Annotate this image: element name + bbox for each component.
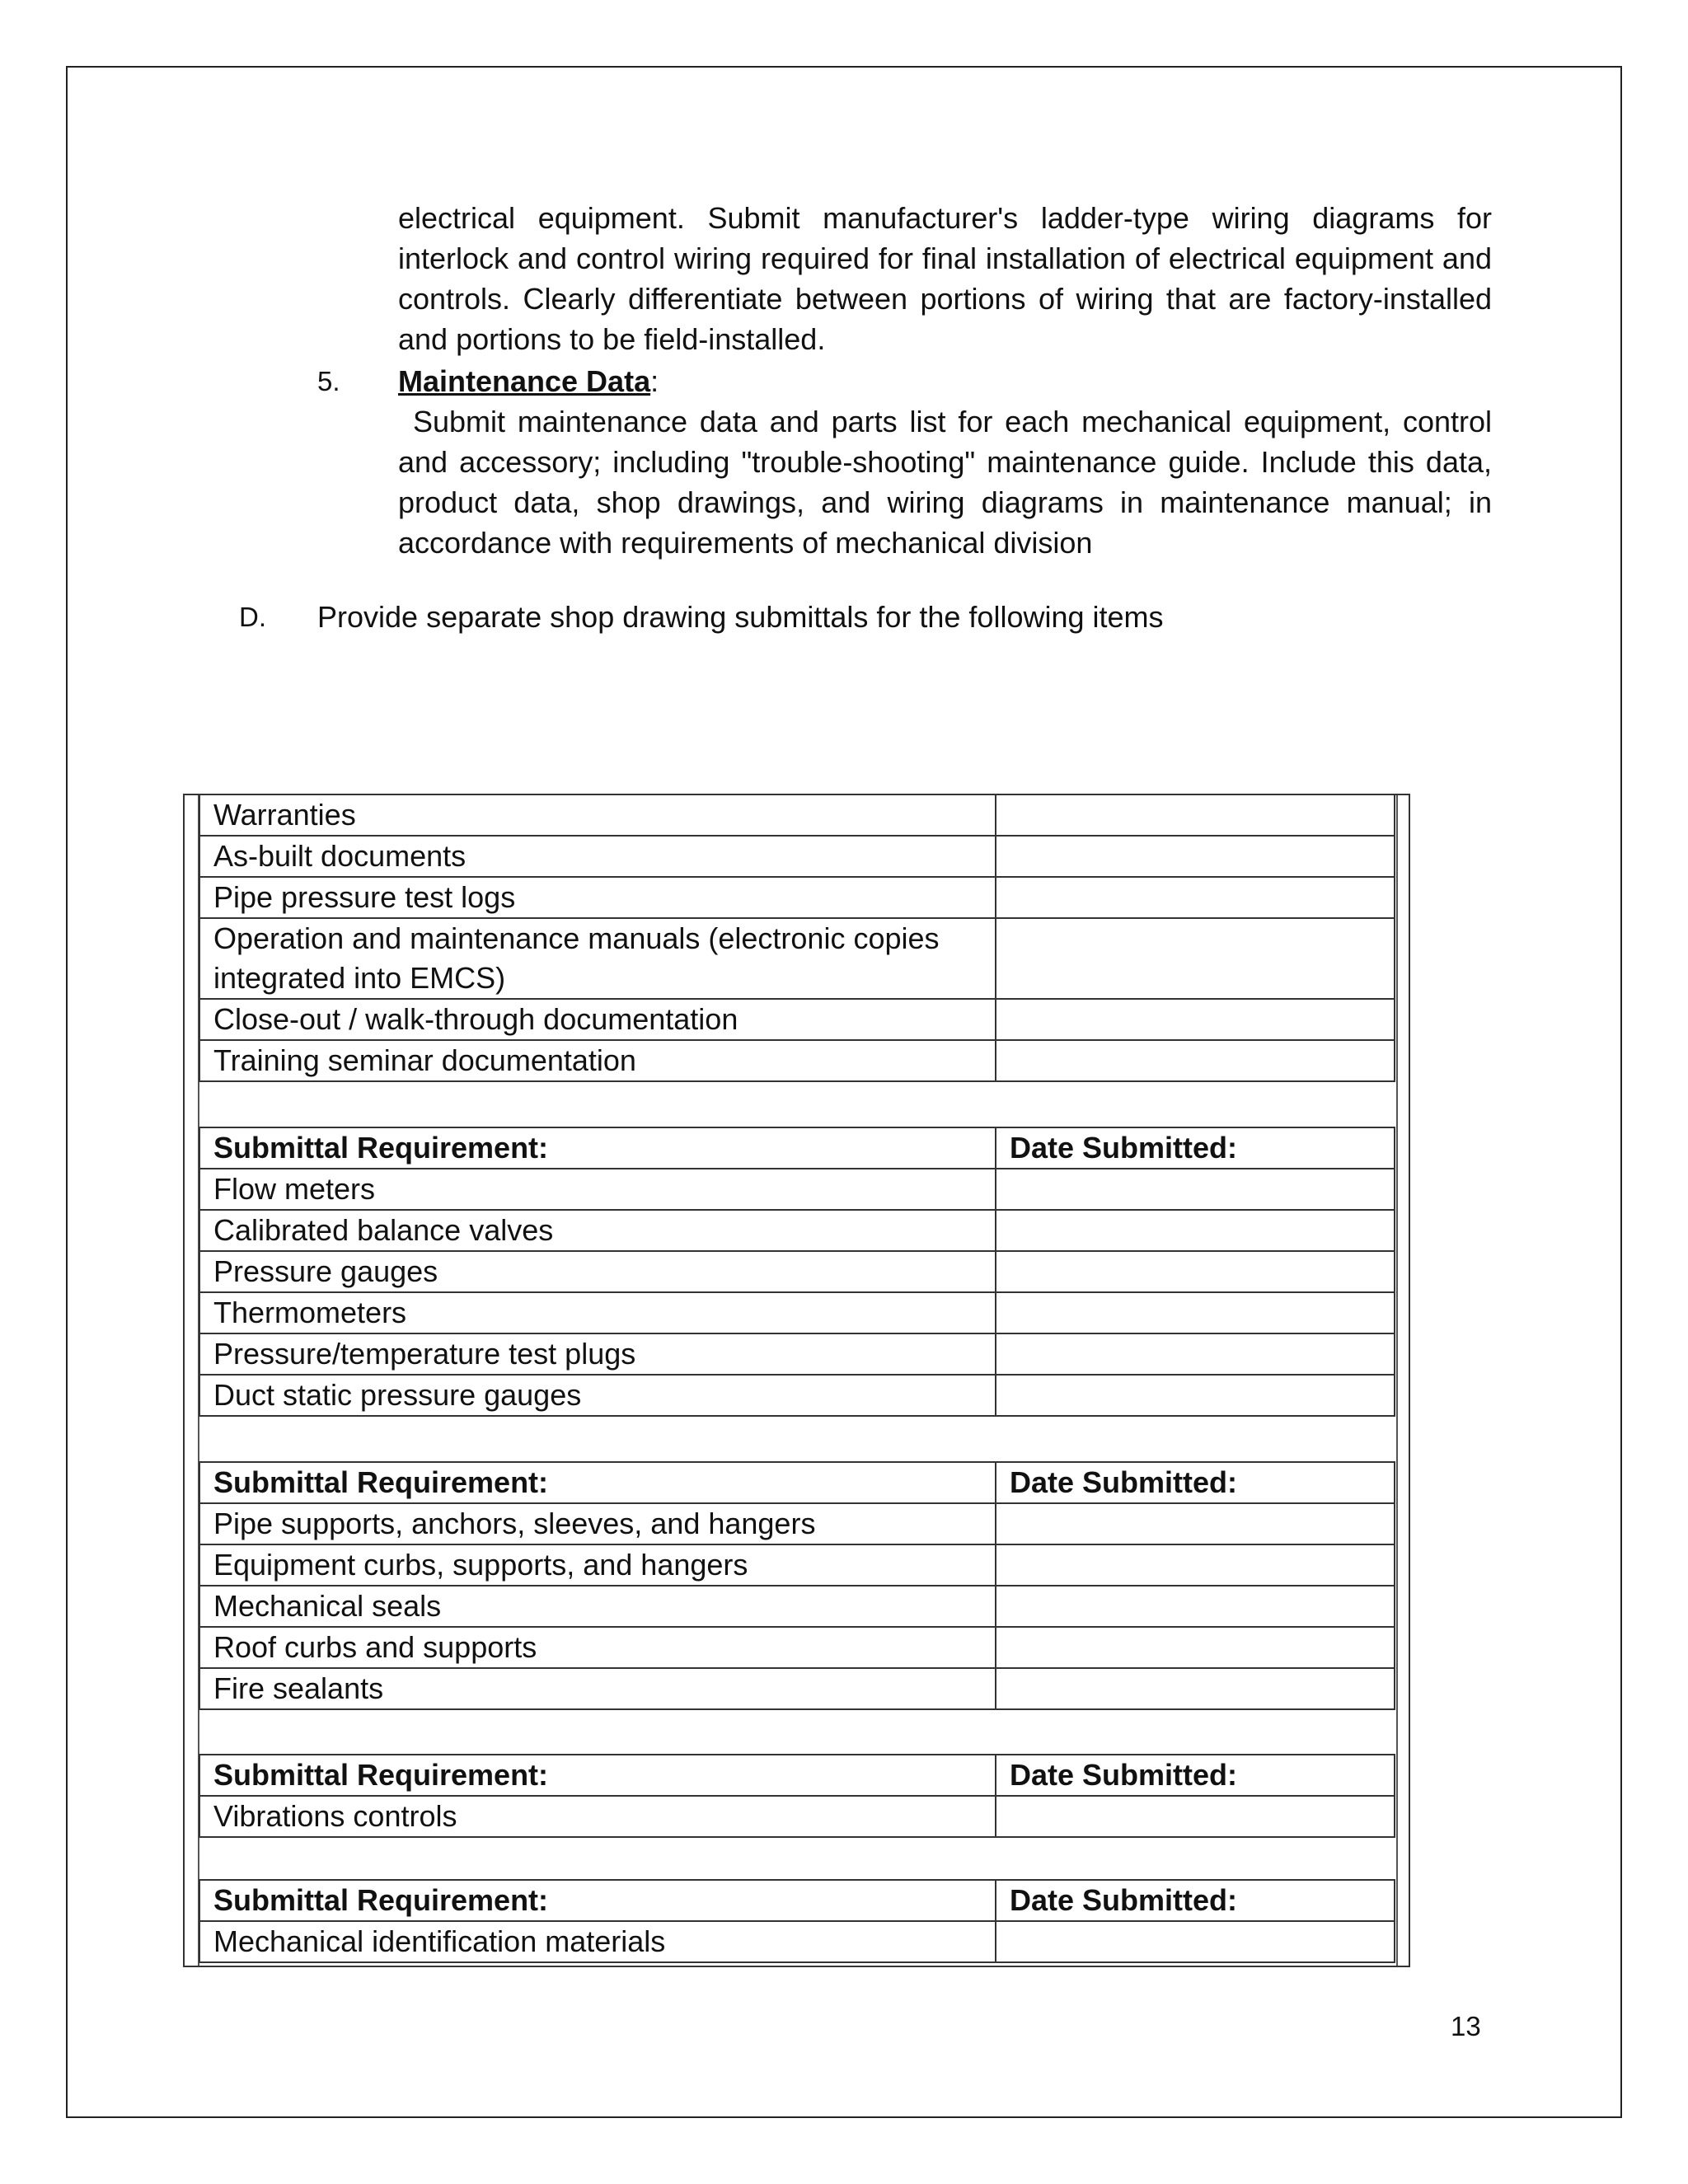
identification-submittals-table	[199, 1879, 1395, 1963]
table-row	[199, 1169, 1395, 1210]
date-cell[interactable]	[996, 1503, 1395, 1544]
item-5-heading	[398, 361, 659, 401]
requirement-cell: Flow meters	[199, 1169, 996, 1210]
requirement-cell: Equipment curbs, supports, and hangers	[199, 1544, 996, 1586]
date-cell[interactable]	[996, 1333, 1395, 1375]
requirement-cell: Roof curbs and supports	[199, 1627, 996, 1668]
table-row	[199, 918, 1395, 999]
table-row	[199, 999, 1395, 1040]
date-cell[interactable]	[996, 1668, 1395, 1709]
date-cell[interactable]	[996, 1627, 1395, 1668]
vibration-submittals-table	[199, 1754, 1395, 1838]
table-row	[199, 1040, 1395, 1081]
date-cell[interactable]	[996, 918, 1395, 999]
item-5-title: Maintenance Data	[398, 364, 651, 398]
table-row	[199, 1796, 1395, 1837]
requirement-cell: Calibrated balance valves	[199, 1210, 996, 1251]
date-cell[interactable]	[996, 1292, 1395, 1333]
table-row	[199, 1627, 1395, 1668]
date-header: Date Submitted:	[996, 1127, 1395, 1169]
requirement-cell: As-built documents	[199, 836, 996, 877]
table-row	[199, 1375, 1395, 1416]
date-cell[interactable]	[996, 1210, 1395, 1251]
table-row	[199, 1251, 1395, 1292]
requirement-cell: Duct static pressure gauges	[199, 1375, 996, 1416]
requirement-cell: Vibrations controls	[199, 1796, 996, 1837]
table-row	[199, 1921, 1395, 1962]
table-row	[199, 1333, 1395, 1375]
requirement-header: Submittal Requirement:	[199, 1880, 996, 1921]
requirement-cell: Fire sealants	[199, 1668, 996, 1709]
table-row	[199, 877, 1395, 918]
item-5-number: 5.	[317, 366, 340, 396]
item-d-text: Provide separate shop drawing submittals for the following items	[317, 600, 1164, 634]
date-cell[interactable]	[996, 1586, 1395, 1627]
instrument-submittals-table	[199, 1127, 1395, 1417]
requirement-header: Submittal Requirement:	[199, 1462, 996, 1503]
item-d-number: D.	[239, 602, 266, 632]
frame-inner-right-line	[1396, 795, 1398, 1966]
requirement-cell: Warranties	[199, 794, 996, 836]
table-row	[199, 1544, 1395, 1586]
date-cell[interactable]	[996, 1375, 1395, 1416]
date-cell[interactable]	[996, 1251, 1395, 1292]
requirement-header: Submittal Requirement:	[199, 1755, 996, 1796]
date-cell[interactable]	[996, 877, 1395, 918]
date-header: Date Submitted:	[996, 1462, 1395, 1503]
page-number: 13	[1451, 2011, 1481, 2041]
table-header-row	[199, 1462, 1395, 1503]
item-5-colon: :	[650, 364, 659, 398]
table-row	[199, 1586, 1395, 1627]
requirement-cell: Operation and maintenance manuals (electronic copies integrated into EMCS)	[199, 918, 996, 999]
date-header: Date Submitted:	[996, 1880, 1395, 1921]
requirement-cell: Pipe pressure test logs	[199, 877, 996, 918]
wiring-diagram-paragraph: electrical equipment. Submit manufacturer's ladder-type wiring diagrams for interlock and control wiring required for final installation of electrical equipment and controls. Clearly differentiate between portions of wiring that are factory-installed and portions to be field-installed.	[398, 201, 1492, 356]
table-row	[199, 836, 1395, 877]
requirement-cell: Mechanical seals	[199, 1586, 996, 1627]
date-cell[interactable]	[996, 1921, 1395, 1962]
date-cell[interactable]	[996, 1040, 1395, 1081]
requirement-header: Submittal Requirement:	[199, 1127, 996, 1169]
date-cell[interactable]	[996, 1796, 1395, 1837]
requirement-cell: Pressure gauges	[199, 1251, 996, 1292]
closeout-submittals-table	[199, 794, 1395, 1082]
date-cell[interactable]	[996, 1169, 1395, 1210]
requirement-cell: Pressure/temperature test plugs	[199, 1333, 996, 1375]
support-submittals-table	[199, 1461, 1395, 1710]
table-row	[199, 1292, 1395, 1333]
date-cell[interactable]	[996, 999, 1395, 1040]
table-row	[199, 1210, 1395, 1251]
table-row	[199, 1668, 1395, 1709]
table-row	[199, 794, 1395, 836]
date-cell[interactable]	[996, 794, 1395, 836]
requirement-cell: Pipe supports, anchors, sleeves, and hangers	[199, 1503, 996, 1544]
table-header-row	[199, 1127, 1395, 1169]
requirement-cell: Thermometers	[199, 1292, 996, 1333]
table-row	[199, 1503, 1395, 1544]
requirement-cell: Training seminar documentation	[199, 1040, 996, 1081]
table-header-row	[199, 1755, 1395, 1796]
date-header: Date Submitted:	[996, 1755, 1395, 1796]
requirement-cell: Close-out / walk-through documentation	[199, 999, 996, 1040]
date-cell[interactable]	[996, 1544, 1395, 1586]
table-header-row	[199, 1880, 1395, 1921]
item-5-body: Submit maintenance data and parts list for each mechanical equipment, control and accessory; including "trouble-shooting" maintenance guide. Include this data, product data, shop drawings, and wiring diagrams in maintenance manual; in accordance with requirements of mechanical division	[398, 405, 1492, 560]
date-cell[interactable]	[996, 836, 1395, 877]
requirement-cell: Mechanical identification materials	[199, 1921, 996, 1962]
